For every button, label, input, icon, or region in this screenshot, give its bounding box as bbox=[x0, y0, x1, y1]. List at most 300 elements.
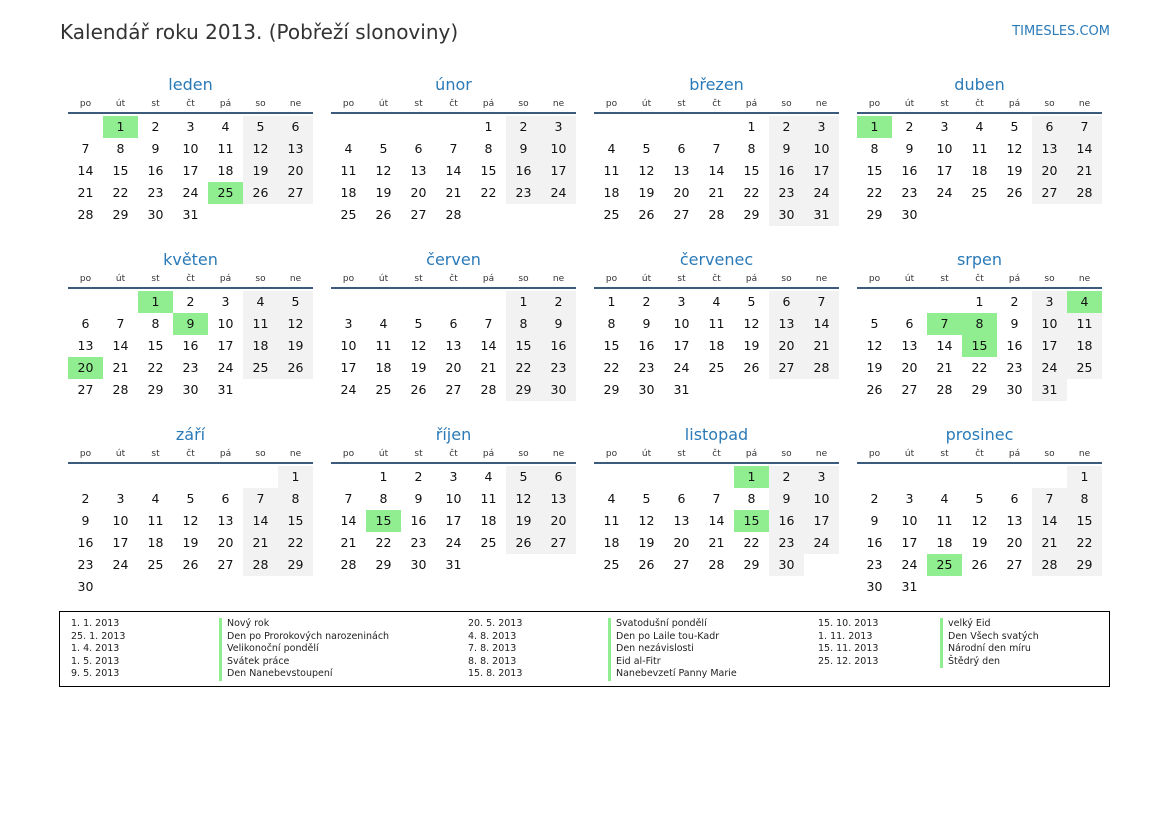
legend-date-column bbox=[468, 618, 522, 681]
day-cell: 14 bbox=[804, 313, 839, 335]
day-cell: 27 bbox=[673, 557, 690, 572]
day-cell: 25 bbox=[340, 207, 357, 222]
day-cell: 25 bbox=[603, 557, 620, 572]
day-cell: 21 bbox=[340, 535, 357, 550]
empty-cell bbox=[366, 291, 401, 313]
day-cell: 27 bbox=[769, 357, 804, 379]
day-cell: 7 bbox=[344, 491, 353, 506]
empty-cell bbox=[594, 116, 629, 138]
empty-cell bbox=[331, 291, 366, 313]
weekday-label: út bbox=[115, 99, 126, 109]
weekday-label: čt bbox=[186, 274, 195, 284]
empty-cell bbox=[401, 291, 436, 313]
weekday-label: po bbox=[79, 99, 92, 109]
day-cell: 8 bbox=[747, 491, 756, 506]
day-cell: 6 bbox=[221, 491, 230, 506]
holiday-name: Národní den míru bbox=[940, 643, 1039, 656]
holiday-name: Den po Laile tou-Kadr bbox=[608, 631, 737, 644]
day-cell: 1 bbox=[484, 119, 493, 134]
weekday-label: ne bbox=[289, 99, 302, 109]
day-cell: 19 bbox=[182, 535, 199, 550]
day-cell: 25 bbox=[243, 357, 278, 379]
weekday-label: so bbox=[255, 449, 266, 459]
empty-cell bbox=[997, 466, 1032, 488]
day-cell: 13 bbox=[673, 163, 690, 178]
weekday-label: pá bbox=[1008, 449, 1021, 459]
day-cell: 16 bbox=[506, 160, 541, 182]
weekday-label: so bbox=[781, 99, 792, 109]
day-cell: 16 bbox=[769, 510, 804, 532]
weekday-label: út bbox=[378, 449, 389, 459]
day-cell: 19 bbox=[638, 535, 655, 550]
weekday-label: ne bbox=[1078, 274, 1091, 284]
day-cell: 13 bbox=[541, 488, 576, 510]
day-cell: 26 bbox=[866, 382, 883, 397]
day-cell: 14 bbox=[708, 513, 725, 528]
empty-cell bbox=[173, 466, 208, 488]
day-cell: 7 bbox=[243, 488, 278, 510]
day-cell: 27 bbox=[1006, 557, 1023, 572]
day-cell: 25 bbox=[147, 557, 164, 572]
weekday-label: po bbox=[868, 274, 881, 284]
weekday-header bbox=[857, 96, 1102, 114]
empty-cell bbox=[629, 116, 664, 138]
day-cell: 27 bbox=[445, 382, 462, 397]
day-cell: 29 bbox=[278, 554, 313, 576]
weekday-label: st bbox=[151, 274, 160, 284]
weekday-label: st bbox=[151, 99, 160, 109]
holiday-date: 1. 5. 2013 bbox=[71, 655, 120, 667]
month-name: červen bbox=[426, 250, 481, 269]
day-cell: 5 bbox=[379, 141, 388, 156]
day-cell: 14 bbox=[112, 338, 129, 353]
weekday-label: so bbox=[781, 449, 792, 459]
day-cell: 5 bbox=[1010, 119, 1019, 134]
day-cell: 1 bbox=[975, 294, 984, 309]
weekday-header bbox=[594, 271, 839, 289]
day-cell: 21 bbox=[804, 335, 839, 357]
day-cell: 21 bbox=[112, 360, 129, 375]
day-cell: 17 bbox=[541, 160, 576, 182]
legend-name-column bbox=[608, 618, 737, 681]
weekday-label: út bbox=[641, 449, 652, 459]
empty-cell bbox=[927, 466, 962, 488]
weekday-label: so bbox=[518, 449, 529, 459]
day-cell: 4 bbox=[940, 491, 949, 506]
weekday-label: st bbox=[414, 274, 423, 284]
holiday-name: Nanebevzetí Panny Marie bbox=[608, 668, 737, 681]
day-cell: 15 bbox=[480, 163, 497, 178]
day-cell: 26 bbox=[410, 382, 427, 397]
day-cell: 11 bbox=[1067, 313, 1102, 335]
day-cell: 1 bbox=[379, 469, 388, 484]
day-cell: 27 bbox=[217, 557, 234, 572]
holiday-day-cell: 15 bbox=[734, 510, 769, 532]
holiday-date: 9. 5. 2013 bbox=[71, 668, 120, 679]
month-calendar bbox=[68, 74, 313, 249]
day-grid bbox=[68, 464, 313, 598]
day-cell: 16 bbox=[1006, 338, 1023, 353]
day-cell: 16 bbox=[866, 535, 883, 550]
day-cell: 18 bbox=[217, 163, 234, 178]
site-logo-link[interactable]: TIMESLES.COM bbox=[1012, 24, 1110, 39]
day-cell: 20 bbox=[1032, 160, 1067, 182]
month-name: květen bbox=[163, 250, 218, 269]
holiday-name: Svátek práce bbox=[219, 656, 389, 669]
day-cell: 18 bbox=[375, 360, 392, 375]
day-cell: 29 bbox=[603, 382, 620, 397]
day-cell: 30 bbox=[410, 557, 427, 572]
empty-cell bbox=[664, 116, 699, 138]
holiday-day-cell: 7 bbox=[927, 313, 962, 335]
day-cell: 28 bbox=[77, 207, 94, 222]
day-cell: 31 bbox=[673, 382, 690, 397]
day-cell: 5 bbox=[186, 491, 195, 506]
day-cell: 9 bbox=[1010, 316, 1019, 331]
weekday-label: út bbox=[115, 449, 126, 459]
holiday-date: 8. 8. 2013 bbox=[468, 655, 517, 667]
month-name: srpen bbox=[956, 250, 1003, 269]
holiday-date: 25. 1. 2013 bbox=[71, 630, 126, 642]
day-cell: 2 bbox=[642, 294, 651, 309]
day-cell: 24 bbox=[445, 535, 462, 550]
holiday-day-cell: 25 bbox=[927, 554, 962, 576]
day-cell: 6 bbox=[414, 141, 423, 156]
holiday-name: velký Eid bbox=[940, 618, 1039, 631]
day-cell: 10 bbox=[182, 141, 199, 156]
weekday-label: ne bbox=[552, 99, 565, 109]
day-cell: 29 bbox=[743, 557, 760, 572]
empty-cell bbox=[1032, 466, 1067, 488]
day-cell: 8 bbox=[607, 316, 616, 331]
weekday-label: ne bbox=[289, 449, 302, 459]
day-cell: 24 bbox=[217, 360, 234, 375]
day-cell: 8 bbox=[506, 313, 541, 335]
day-cell: 3 bbox=[221, 294, 230, 309]
day-cell: 7 bbox=[712, 491, 721, 506]
holiday-date: 25. 12. 2013 bbox=[818, 655, 879, 667]
day-cell: 19 bbox=[638, 185, 655, 200]
day-cell: 23 bbox=[506, 182, 541, 204]
day-cell: 6 bbox=[677, 491, 686, 506]
day-cell: 6 bbox=[81, 316, 90, 331]
holiday-day-cell: 1 bbox=[734, 466, 769, 488]
day-cell: 3 bbox=[905, 491, 914, 506]
holiday-date: 15. 10. 2013 bbox=[818, 618, 879, 629]
day-cell: 24 bbox=[901, 557, 918, 572]
day-cell: 24 bbox=[112, 557, 129, 572]
day-cell: 16 bbox=[638, 338, 655, 353]
day-cell: 28 bbox=[445, 207, 462, 222]
day-cell: 17 bbox=[1032, 335, 1067, 357]
day-cell: 22 bbox=[743, 185, 760, 200]
day-cell: 5 bbox=[506, 466, 541, 488]
day-cell: 2 bbox=[186, 294, 195, 309]
weekday-label: so bbox=[518, 274, 529, 284]
month-calendar bbox=[594, 74, 839, 249]
day-cell: 3 bbox=[1032, 291, 1067, 313]
day-grid bbox=[594, 114, 839, 226]
day-cell: 23 bbox=[541, 357, 576, 379]
empty-cell bbox=[699, 466, 734, 488]
day-cell: 5 bbox=[278, 291, 313, 313]
day-cell: 10 bbox=[340, 338, 357, 353]
day-cell: 29 bbox=[112, 207, 129, 222]
weekday-label: čt bbox=[449, 274, 458, 284]
day-cell: 13 bbox=[278, 138, 313, 160]
day-cell: 28 bbox=[1067, 182, 1102, 204]
day-cell: 20 bbox=[410, 185, 427, 200]
day-cell: 11 bbox=[971, 141, 988, 156]
weekday-label: st bbox=[677, 274, 686, 284]
day-cell: 24 bbox=[541, 182, 576, 204]
day-cell: 28 bbox=[340, 557, 357, 572]
day-cell: 17 bbox=[340, 360, 357, 375]
day-cell: 25 bbox=[971, 185, 988, 200]
day-cell: 10 bbox=[804, 488, 839, 510]
day-cell: 30 bbox=[147, 207, 164, 222]
day-cell: 15 bbox=[147, 338, 164, 353]
day-cell: 6 bbox=[449, 316, 458, 331]
day-cell: 11 bbox=[375, 338, 392, 353]
weekday-label: út bbox=[904, 99, 915, 109]
day-cell: 26 bbox=[182, 557, 199, 572]
weekday-label: út bbox=[904, 274, 915, 284]
day-cell: 7 bbox=[1067, 116, 1102, 138]
day-cell: 20 bbox=[901, 360, 918, 375]
day-cell: 4 bbox=[607, 141, 616, 156]
day-cell: 3 bbox=[449, 469, 458, 484]
holiday-date: 1. 11. 2013 bbox=[818, 630, 873, 642]
month-name: září bbox=[175, 425, 206, 444]
day-cell: 25 bbox=[480, 535, 497, 550]
day-cell: 28 bbox=[804, 357, 839, 379]
day-cell: 18 bbox=[243, 335, 278, 357]
day-cell: 10 bbox=[445, 491, 462, 506]
empty-cell bbox=[68, 116, 103, 138]
month-calendar bbox=[857, 424, 1102, 599]
day-cell: 17 bbox=[936, 163, 953, 178]
day-cell: 23 bbox=[182, 360, 199, 375]
weekday-label: čt bbox=[449, 99, 458, 109]
day-cell: 12 bbox=[506, 488, 541, 510]
day-cell: 27 bbox=[541, 532, 576, 554]
weekday-header bbox=[68, 96, 313, 114]
weekday-label: po bbox=[605, 99, 618, 109]
month-calendar bbox=[594, 249, 839, 424]
weekday-label: čt bbox=[712, 274, 721, 284]
day-cell: 16 bbox=[769, 160, 804, 182]
day-cell: 22 bbox=[603, 360, 620, 375]
day-cell: 14 bbox=[77, 163, 94, 178]
holiday-name: Den Nanebevstoupení bbox=[219, 668, 389, 681]
day-cell: 16 bbox=[410, 513, 427, 528]
day-cell: 25 bbox=[1067, 357, 1102, 379]
day-cell: 9 bbox=[905, 141, 914, 156]
day-cell: 12 bbox=[638, 163, 655, 178]
empty-cell bbox=[138, 466, 173, 488]
day-cell: 26 bbox=[743, 360, 760, 375]
legend-date-column bbox=[71, 618, 125, 681]
empty-cell bbox=[892, 291, 927, 313]
day-cell: 29 bbox=[866, 207, 883, 222]
day-cell: 31 bbox=[217, 382, 234, 397]
day-cell: 10 bbox=[217, 316, 234, 331]
day-cell: 22 bbox=[506, 357, 541, 379]
day-cell: 18 bbox=[1067, 335, 1102, 357]
day-cell: 21 bbox=[77, 185, 94, 200]
holiday-name: Eid al-Fitr bbox=[608, 656, 737, 669]
day-cell: 7 bbox=[1032, 488, 1067, 510]
day-cell: 6 bbox=[677, 141, 686, 156]
day-cell: 23 bbox=[77, 557, 94, 572]
weekday-label: čt bbox=[975, 99, 984, 109]
weekday-label: čt bbox=[712, 449, 721, 459]
day-cell: 12 bbox=[971, 513, 988, 528]
day-cell: 16 bbox=[541, 335, 576, 357]
day-cell: 26 bbox=[638, 557, 655, 572]
month-calendar bbox=[68, 249, 313, 424]
day-cell: 3 bbox=[186, 119, 195, 134]
holiday-name: Štědrý den bbox=[940, 656, 1039, 669]
holiday-day-cell: 25 bbox=[208, 182, 243, 204]
empty-cell bbox=[927, 291, 962, 313]
day-cell: 15 bbox=[743, 163, 760, 178]
weekday-label: pá bbox=[745, 274, 758, 284]
day-cell: 17 bbox=[901, 535, 918, 550]
holiday-day-cell: 15 bbox=[962, 335, 997, 357]
day-cell: 15 bbox=[506, 335, 541, 357]
day-cell: 18 bbox=[708, 338, 725, 353]
day-cell: 10 bbox=[804, 138, 839, 160]
day-cell: 25 bbox=[603, 207, 620, 222]
day-cell: 26 bbox=[1006, 185, 1023, 200]
day-cell: 17 bbox=[804, 160, 839, 182]
day-cell: 3 bbox=[541, 116, 576, 138]
day-cell: 19 bbox=[375, 185, 392, 200]
month-name: červenec bbox=[679, 250, 754, 269]
day-grid bbox=[857, 289, 1102, 401]
day-cell: 1 bbox=[747, 119, 756, 134]
day-cell: 21 bbox=[936, 360, 953, 375]
holiday-day-cell: 4 bbox=[1067, 291, 1102, 313]
day-cell: 19 bbox=[410, 360, 427, 375]
weekday-label: pá bbox=[482, 274, 495, 284]
weekday-label: po bbox=[79, 274, 92, 284]
day-cell: 26 bbox=[375, 207, 392, 222]
day-cell: 11 bbox=[603, 513, 620, 528]
day-cell: 2 bbox=[870, 491, 879, 506]
day-cell: 4 bbox=[221, 119, 230, 134]
day-cell: 21 bbox=[1067, 160, 1102, 182]
weekday-label: po bbox=[605, 449, 618, 459]
day-cell: 1 bbox=[1067, 466, 1102, 488]
holiday-name: Svatodušní pondělí bbox=[608, 618, 737, 631]
day-cell: 13 bbox=[217, 513, 234, 528]
day-cell: 12 bbox=[866, 338, 883, 353]
day-cell: 14 bbox=[340, 513, 357, 528]
day-cell: 19 bbox=[1006, 163, 1023, 178]
day-cell: 21 bbox=[708, 535, 725, 550]
month-name: březen bbox=[689, 75, 744, 94]
day-cell: 2 bbox=[1010, 294, 1019, 309]
day-cell: 21 bbox=[243, 532, 278, 554]
day-cell: 9 bbox=[642, 316, 651, 331]
weekday-label: ne bbox=[1078, 99, 1091, 109]
weekday-label: ne bbox=[815, 99, 828, 109]
day-cell: 22 bbox=[1067, 532, 1102, 554]
day-cell: 14 bbox=[708, 163, 725, 178]
day-cell: 29 bbox=[971, 382, 988, 397]
holiday-day-cell: 20 bbox=[68, 357, 103, 379]
day-cell: 11 bbox=[480, 491, 497, 506]
day-cell: 30 bbox=[638, 382, 655, 397]
day-cell: 27 bbox=[278, 182, 313, 204]
day-cell: 19 bbox=[971, 535, 988, 550]
holiday-name: Nový rok bbox=[219, 618, 389, 631]
day-cell: 27 bbox=[1032, 182, 1067, 204]
day-cell: 6 bbox=[905, 316, 914, 331]
day-cell: 14 bbox=[243, 510, 278, 532]
day-cell: 29 bbox=[375, 557, 392, 572]
day-cell: 3 bbox=[677, 294, 686, 309]
holiday-legend bbox=[59, 611, 1110, 687]
day-cell: 20 bbox=[673, 185, 690, 200]
day-cell: 12 bbox=[243, 138, 278, 160]
day-cell: 2 bbox=[905, 119, 914, 134]
day-cell: 17 bbox=[182, 163, 199, 178]
weekday-header bbox=[68, 446, 313, 464]
empty-cell bbox=[103, 466, 138, 488]
day-cell: 8 bbox=[151, 316, 160, 331]
day-cell: 12 bbox=[410, 338, 427, 353]
weekday-label: pá bbox=[1008, 274, 1021, 284]
day-cell: 12 bbox=[182, 513, 199, 528]
holiday-name: Den Všech svatých bbox=[940, 631, 1039, 644]
day-cell: 11 bbox=[936, 513, 953, 528]
day-cell: 18 bbox=[936, 535, 953, 550]
day-cell: 11 bbox=[217, 141, 234, 156]
day-cell: 12 bbox=[278, 313, 313, 335]
day-cell: 2 bbox=[769, 466, 804, 488]
day-cell: 2 bbox=[506, 116, 541, 138]
empty-cell bbox=[962, 466, 997, 488]
month-name: listopad bbox=[684, 425, 749, 444]
weekday-label: pá bbox=[482, 449, 495, 459]
month-calendar bbox=[68, 424, 313, 599]
day-cell: 17 bbox=[445, 513, 462, 528]
month-calendar bbox=[331, 74, 576, 249]
weekday-label: čt bbox=[975, 274, 984, 284]
day-cell: 1 bbox=[607, 294, 616, 309]
day-cell: 16 bbox=[901, 163, 918, 178]
weekday-label: ne bbox=[289, 274, 302, 284]
day-cell: 9 bbox=[541, 313, 576, 335]
day-cell: 21 bbox=[480, 360, 497, 375]
day-cell: 4 bbox=[379, 316, 388, 331]
day-cell: 17 bbox=[804, 510, 839, 532]
day-cell: 28 bbox=[1032, 554, 1067, 576]
weekday-label: st bbox=[677, 449, 686, 459]
day-cell: 22 bbox=[112, 185, 129, 200]
weekday-label: so bbox=[255, 99, 266, 109]
day-cell: 13 bbox=[673, 513, 690, 528]
day-cell: 20 bbox=[1006, 535, 1023, 550]
day-cell: 23 bbox=[147, 185, 164, 200]
day-cell: 10 bbox=[901, 513, 918, 528]
day-cell: 27 bbox=[410, 207, 427, 222]
day-cell: 8 bbox=[116, 141, 125, 156]
